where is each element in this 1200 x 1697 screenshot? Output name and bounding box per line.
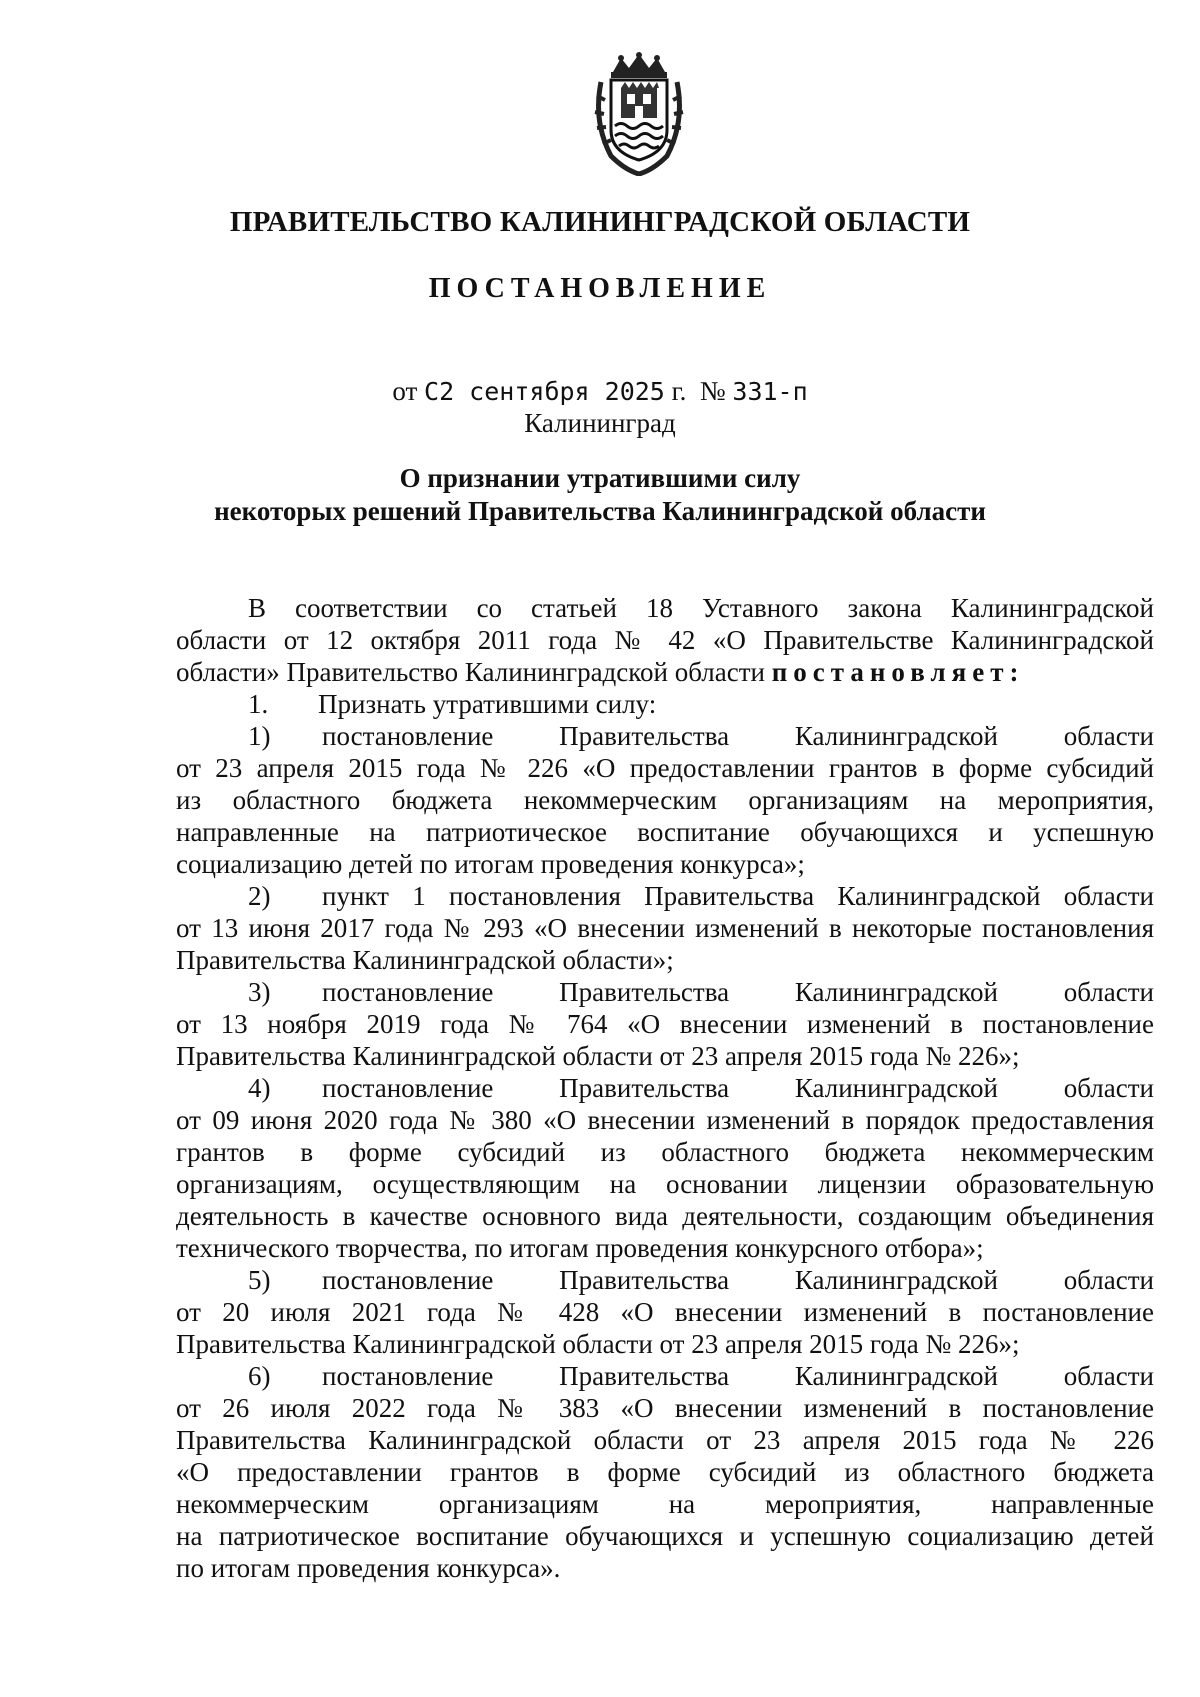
list-item-line: Правительства Калининградской области от 23 апреля 2015 года № 226»;	[176, 1041, 1020, 1071]
list-item-number: 5)	[248, 1265, 271, 1295]
preamble-line: В соответствии со статьей 18 Уставного закона Калининградской	[248, 593, 1154, 623]
repealed-acts-list	[176, 720, 1154, 1584]
list-item-line: из областного бюджета некоммерческим организациям на мероприятия,	[176, 785, 1154, 815]
list-item-line	[176, 976, 1154, 1008]
list-item-text: постановление Правительства Калининградской области	[322, 1073, 1154, 1103]
title-line: О признании утратившими силу	[399, 463, 801, 493]
list-item-line	[176, 1264, 1154, 1296]
clause-1	[176, 688, 1154, 720]
list-item-line: некоммерческим организациям на мероприятия, направленные	[176, 1489, 1154, 1519]
list-item-line: по итогам проведения конкурса».	[176, 1553, 561, 1583]
date-prefix: от	[392, 376, 418, 406]
list-item-number: 6)	[248, 1361, 271, 1391]
list-item-line: деятельность в качестве основного вида деятельности, создающим объединения	[176, 1201, 1154, 1231]
number-label: №	[699, 376, 726, 406]
date-suffix: г.	[671, 376, 687, 406]
coat-of-arms-icon	[591, 52, 687, 176]
list-item-line	[176, 720, 1154, 752]
list-item-line	[176, 1360, 1154, 1392]
list-item-text: постановление Правительства Калининградской области	[322, 721, 1154, 751]
list-item-line: направленные на патриотическое воспитание обучающихся и успешную	[176, 817, 1154, 847]
preamble-line	[176, 656, 1154, 688]
list-item-line: от 13 июня 2017 года № 293 «О внесении изменений в некоторые постановления	[176, 913, 1154, 943]
resolves-word: постановляет:	[771, 657, 1025, 687]
list-item-line: на патриотическое воспитание обучающихся и успешную социализацию детей	[176, 1521, 1154, 1551]
clause-number: 1.	[248, 689, 269, 719]
list-item-line	[176, 1072, 1154, 1104]
list-item-line: от 26 июля 2022 года № 383 «О внесении изменений в постановление	[176, 1393, 1154, 1423]
title-line: некоторых решений Правительства Калининградской области	[214, 496, 986, 526]
list-item-line: Правительства Калининградской области от 23 апреля 2015 года № 226	[176, 1425, 1154, 1455]
list-item-line	[176, 880, 1154, 912]
document-type: ПОСТАНОВЛЕНИЕ	[428, 273, 772, 304]
list-item-line: грантов в форме субсидий из областного бюджета некоммерческим	[176, 1137, 1154, 1167]
list-item-text: постановление Правительства Калининградской области	[322, 977, 1154, 1007]
list-item-line: организациям, осуществляющим на основании лицензии образовательную	[176, 1169, 1154, 1199]
date-value: С2 сентября 2025	[424, 377, 665, 406]
list-item-line: Правительства Калининградской области от 23 апреля 2015 года № 226»;	[176, 1329, 1020, 1359]
list-item-number: 2)	[248, 881, 271, 911]
document-number: 331-п	[732, 377, 808, 406]
city: Калининград	[524, 408, 676, 438]
document-body	[176, 592, 1154, 1584]
list-item-text: постановление Правительства Калининградской области	[322, 1361, 1154, 1391]
list-item-line: от 13 ноября 2019 года № 764 «О внесении изменений в постановление	[176, 1009, 1154, 1039]
organization-name: ПРАВИТЕЛЬСТВО КАЛИНИНГРАДСКОЙ ОБЛАСТИ	[229, 206, 971, 238]
preamble-text: области» Правительство Калининградской области	[176, 657, 765, 687]
list-item-number: 3)	[248, 977, 271, 1007]
date-number-line	[0, 376, 1200, 407]
list-item-line: от 23 апреля 2015 года № 226 «О предоставлении грантов в форме субсидий	[176, 753, 1154, 783]
list-item-number: 4)	[248, 1073, 271, 1103]
list-item-line: социализацию детей по итогам проведения конкурса»;	[176, 849, 805, 879]
clause-text: Признать утратившими силу:	[318, 689, 657, 719]
list-item-line: от 09 июня 2020 года № 380 «О внесении изменений в порядок предоставления	[176, 1105, 1154, 1135]
preamble-line: области от 12 октября 2011 года № 42 «О Правительстве Калининградской	[176, 625, 1154, 655]
list-item-line: Правительства Калининградской области»;	[176, 945, 674, 975]
list-item-line: технического творчества, по итогам проведения конкурсного отбора»;	[176, 1233, 984, 1263]
list-item-text: пункт 1 постановления Правительства Калининградской области	[322, 881, 1154, 911]
list-item-text: постановление Правительства Калининградской области	[322, 1265, 1154, 1295]
document-title	[0, 462, 1200, 528]
list-item-line: «О предоставлении грантов в форме субсидий из областного бюджета	[176, 1457, 1154, 1487]
list-item-number: 1)	[248, 721, 271, 751]
list-item-line: от 20 июля 2021 года № 428 «О внесении изменений в постановление	[176, 1297, 1154, 1327]
